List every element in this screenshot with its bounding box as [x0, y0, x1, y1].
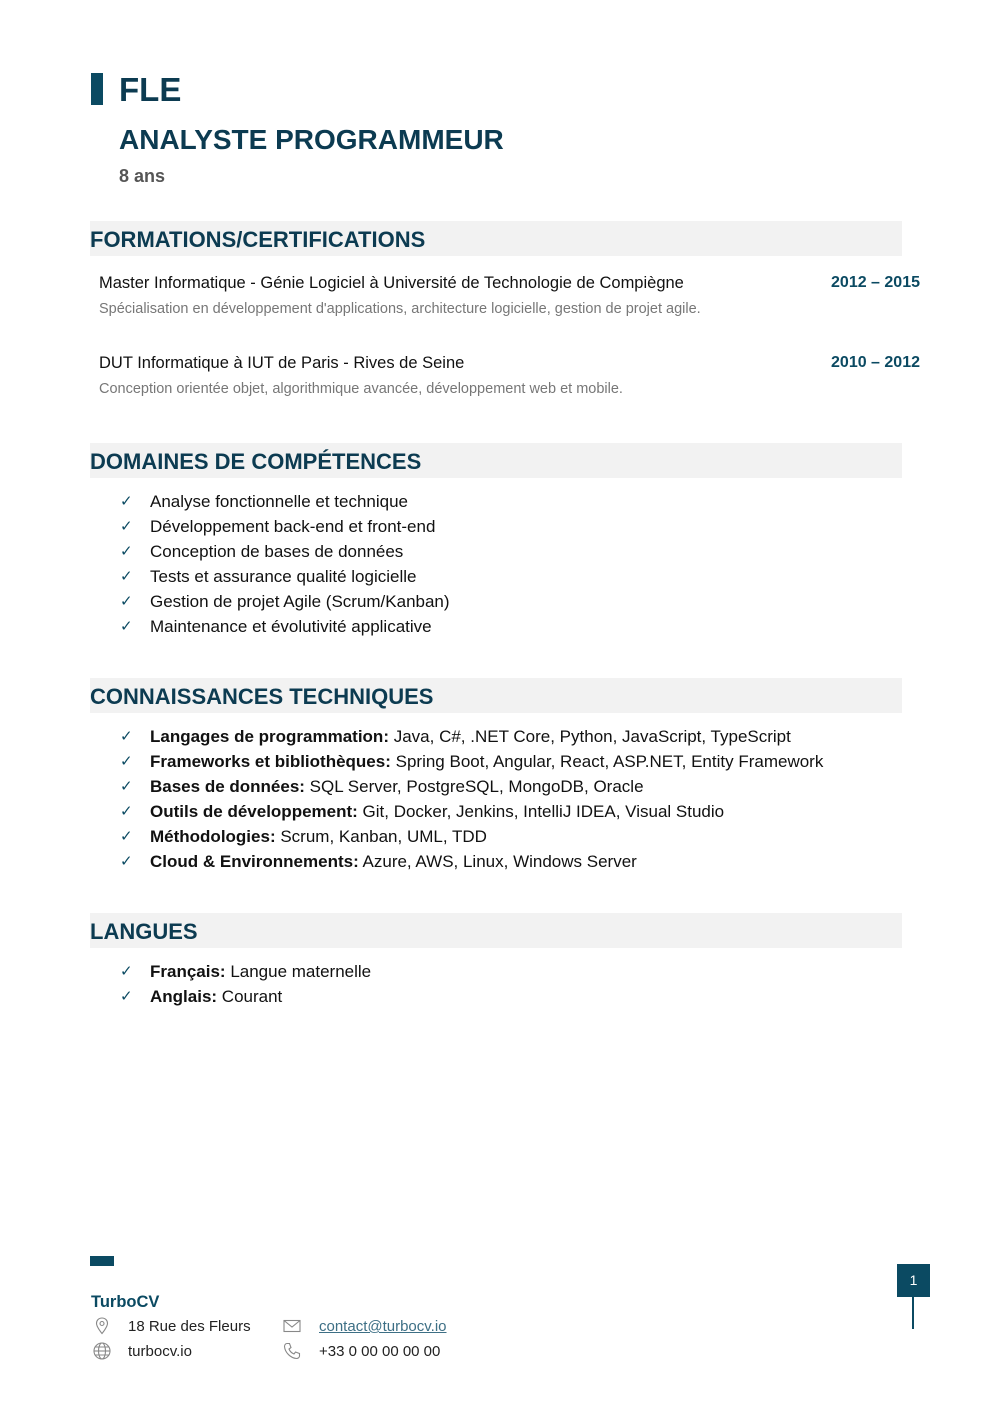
skill-label: Bases de données: — [150, 777, 305, 796]
footer-phone: +33 0 00 00 00 00 — [319, 1343, 441, 1360]
list-item — [120, 824, 823, 849]
job-title: ANALYSTE PROGRAMMEUR — [119, 124, 504, 155]
competence-text: Maintenance et évolutivité applicative — [150, 617, 432, 636]
skill-label: Outils de développement: — [150, 802, 358, 821]
check-icon: ✓ — [120, 828, 133, 845]
skill-value: Spring Boot, Angular, React, ASP.NET, Entity Framework — [390, 752, 824, 771]
skill-value: Java, C#, .NET Core, Python, JavaScript, TypeScript — [388, 727, 791, 746]
section-title-langues: LANGUES — [90, 913, 902, 948]
language-label: Anglais: — [150, 987, 218, 1006]
list-item — [120, 614, 450, 639]
formation-description: Spécialisation en développement d'applications, architecture logicielle, gestion de projet agile. — [99, 301, 701, 317]
language-level: Langue maternelle — [225, 962, 372, 981]
footer-accent-mark — [90, 1256, 114, 1266]
competences-list — [120, 489, 450, 639]
formation-dates: 2010 – 2012 — [831, 354, 920, 371]
list-item — [120, 849, 823, 874]
section-title-connaissances: CONNAISSANCES TECHNIQUES — [90, 678, 902, 713]
skill-value: Git, Docker, Jenkins, IntelliJ IDEA, Visual Studio — [357, 802, 725, 821]
skill-label: Frameworks et bibliothèques: — [150, 752, 391, 771]
competence-text: Analyse fonctionnelle et technique — [150, 492, 409, 511]
skill-label: Cloud & Environnements: — [150, 852, 359, 871]
page-number-line — [912, 1297, 914, 1329]
formation-dates: 2012 – 2015 — [831, 274, 920, 291]
skill-label: Méthodologies: — [150, 827, 276, 846]
header-accent-bar — [91, 73, 103, 105]
skill-value: Scrum, Kanban, UML, TDD — [275, 827, 487, 846]
competence-text: Gestion de projet Agile (Scrum/Kanban) — [150, 592, 450, 611]
formation-title: Master Informatique - Génie Logiciel à Université de Technologie de Compiègne — [99, 274, 684, 292]
check-icon: ✓ — [120, 543, 133, 560]
candidate-name: FLE — [119, 71, 182, 108]
formation-title: DUT Informatique à IUT de Paris - Rives de Seine — [99, 354, 465, 372]
list-item — [120, 984, 371, 1009]
check-icon: ✓ — [120, 568, 133, 585]
check-icon: ✓ — [120, 853, 133, 870]
check-icon: ✓ — [120, 803, 133, 820]
footer-email-link[interactable]: contact@turbocv.io — [319, 1318, 447, 1335]
check-icon: ✓ — [120, 493, 133, 510]
list-item — [120, 564, 450, 589]
competence-text: Conception de bases de données — [150, 542, 404, 561]
check-icon: ✓ — [120, 618, 133, 635]
list-item — [120, 514, 450, 539]
footer-website[interactable]: turbocv.io — [128, 1343, 192, 1360]
language-level: Courant — [217, 987, 283, 1006]
check-icon: ✓ — [120, 988, 133, 1005]
check-icon: ✓ — [120, 593, 133, 610]
list-item — [120, 749, 823, 774]
language-label: Français: — [150, 962, 226, 981]
list-item — [120, 959, 371, 984]
section-title-competences: DOMAINES DE COMPÉTENCES — [90, 443, 902, 478]
skill-value: SQL Server, PostgreSQL, MongoDB, Oracle — [304, 777, 644, 796]
section-title-formations: FORMATIONS/CERTIFICATIONS — [90, 221, 902, 256]
list-item — [120, 539, 450, 564]
check-icon: ✓ — [120, 963, 133, 980]
list-item — [120, 489, 450, 514]
check-icon: ✓ — [120, 728, 133, 745]
list-item — [120, 589, 450, 614]
envelope-icon — [282, 1316, 302, 1336]
footer-address: 18 Rue des Fleurs — [128, 1318, 251, 1335]
footer-brand: TurboCV — [91, 1293, 160, 1311]
phone-icon — [282, 1341, 302, 1361]
list-item — [120, 799, 823, 824]
map-pin-icon — [92, 1316, 112, 1336]
experience-years: 8 ans — [119, 166, 166, 186]
list-item — [120, 724, 823, 749]
formation-description: Conception orientée objet, algorithmique avancée, développement web et mobile. — [99, 381, 623, 397]
check-icon: ✓ — [120, 778, 133, 795]
list-item — [120, 774, 823, 799]
langues-list — [120, 959, 371, 1009]
page-number: 1 — [897, 1264, 930, 1297]
competence-text: Tests et assurance qualité logicielle — [150, 567, 417, 586]
competence-text: Développement back-end et front-end — [150, 517, 436, 536]
globe-icon — [92, 1341, 112, 1361]
connaissances-list — [120, 724, 823, 874]
check-icon: ✓ — [120, 518, 133, 535]
skill-value: Azure, AWS, Linux, Windows Server — [358, 852, 637, 871]
skill-label: Langages de programmation: — [150, 727, 389, 746]
check-icon: ✓ — [120, 753, 133, 770]
